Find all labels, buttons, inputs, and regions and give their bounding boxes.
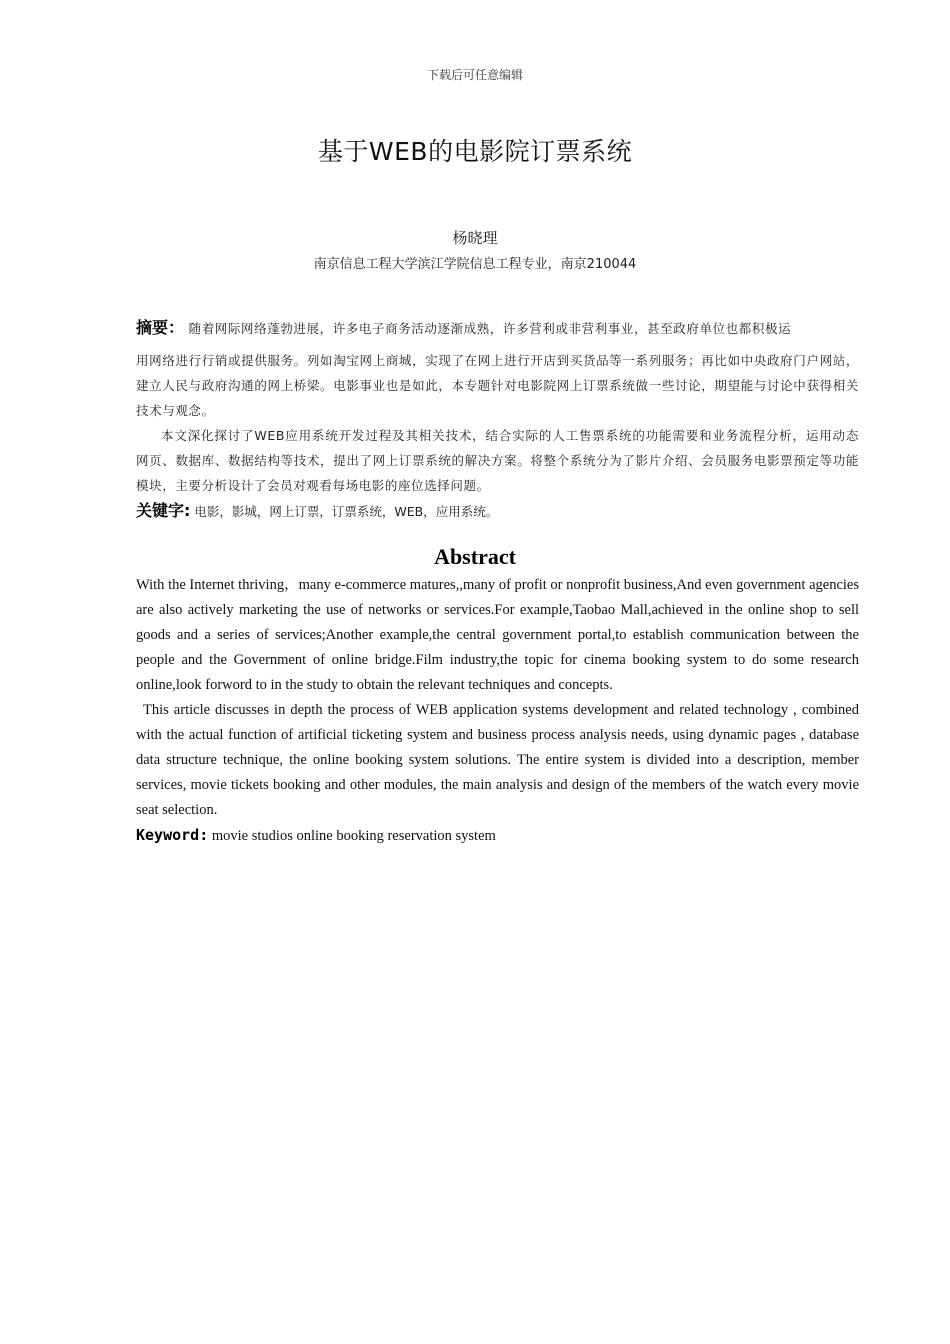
author-name: 杨晓理 bbox=[452, 229, 498, 247]
keywords-cn-label: 关键字: bbox=[136, 501, 191, 520]
paper-title: 基于WEB的电影院订票系统 bbox=[317, 137, 633, 166]
abstract-en-heading: Abstract bbox=[434, 544, 516, 569]
abstract-en-paragraph-1: With the Internet thriving，many e-commerce matures,,many of profit or nonprofit business,And even government agencies are also actively marketing the use of networks or services.For example,Taobao Mall,achieved in the online shop to sell goods and a series of services;Another example,the central government portal,to establish communication between the people and the Government of online bridge.Film industry,the topic for cinema booking system to do some research online,look forword to in the study to obtain the relevant techniques and concepts. bbox=[136, 577, 859, 693]
chinese-abstract bbox=[136, 314, 859, 498]
abstract-cn-label: 摘要： bbox=[136, 318, 185, 337]
english-abstract bbox=[136, 573, 859, 823]
english-keywords bbox=[136, 823, 859, 848]
abstract-cn-first-line bbox=[136, 314, 859, 342]
author-affiliation: 南京信息工程大学滨江学院信息工程专业，南京210044 bbox=[313, 257, 637, 272]
abstract-cn-paragraph-2: 本文深化探讨了WEB应用系统开发过程及其相关技术，结合实际的人工售票系统的功能需要和业务流程分析，运用动态网页、数据库、数据结构等技术，提出了网上订票系统的解决方案。将整个系统分为了影片介绍、会员服务电影票预定等功能模块，主要分析设计了会员对观看每场电影的座位选择问题。 bbox=[136, 428, 859, 493]
abstract-en-paragraph-2: This article discusses in depth the process of WEB application systems development and related technology , combined with the actual function of artificial ticketing system and business process analysis needs, using dynamic pages , database data structure technique, the online booking system solutions. The entire system is divided into a description, member services, movie tickets booking and other modules, the main analysis and design of the members of the watch every movie seat selection. bbox=[136, 702, 859, 818]
keywords-cn-text: 电影，影城，网上订票，订票系统，WEB，应用系统。 bbox=[194, 504, 499, 519]
abstract-cn-paragraph-1: 用网络进行行销或提供服务。列如淘宝网上商城，实现了在网上进行开店到买货品等一系列服务；再比如中央政府门户网站，建立人民与政府沟通的网上桥梁。电影事业也是如此，本专题针对电影院网上订票系统做一些讨论，期望能与讨论中获得相关技术与观念。 bbox=[136, 353, 859, 418]
chinese-keywords bbox=[136, 499, 859, 524]
keywords-en-label: Keyword: bbox=[136, 826, 209, 844]
abstract-cn-line1: 随着网际网络蓬勃进展，许多电子商务活动逐渐成熟，许多营利或非营利事业，甚至政府单位也都积极运 bbox=[188, 321, 792, 336]
keywords-en-text: movie studios online booking reservation system bbox=[211, 828, 496, 844]
header-note: 下载后可任意编辑 bbox=[426, 68, 523, 82]
